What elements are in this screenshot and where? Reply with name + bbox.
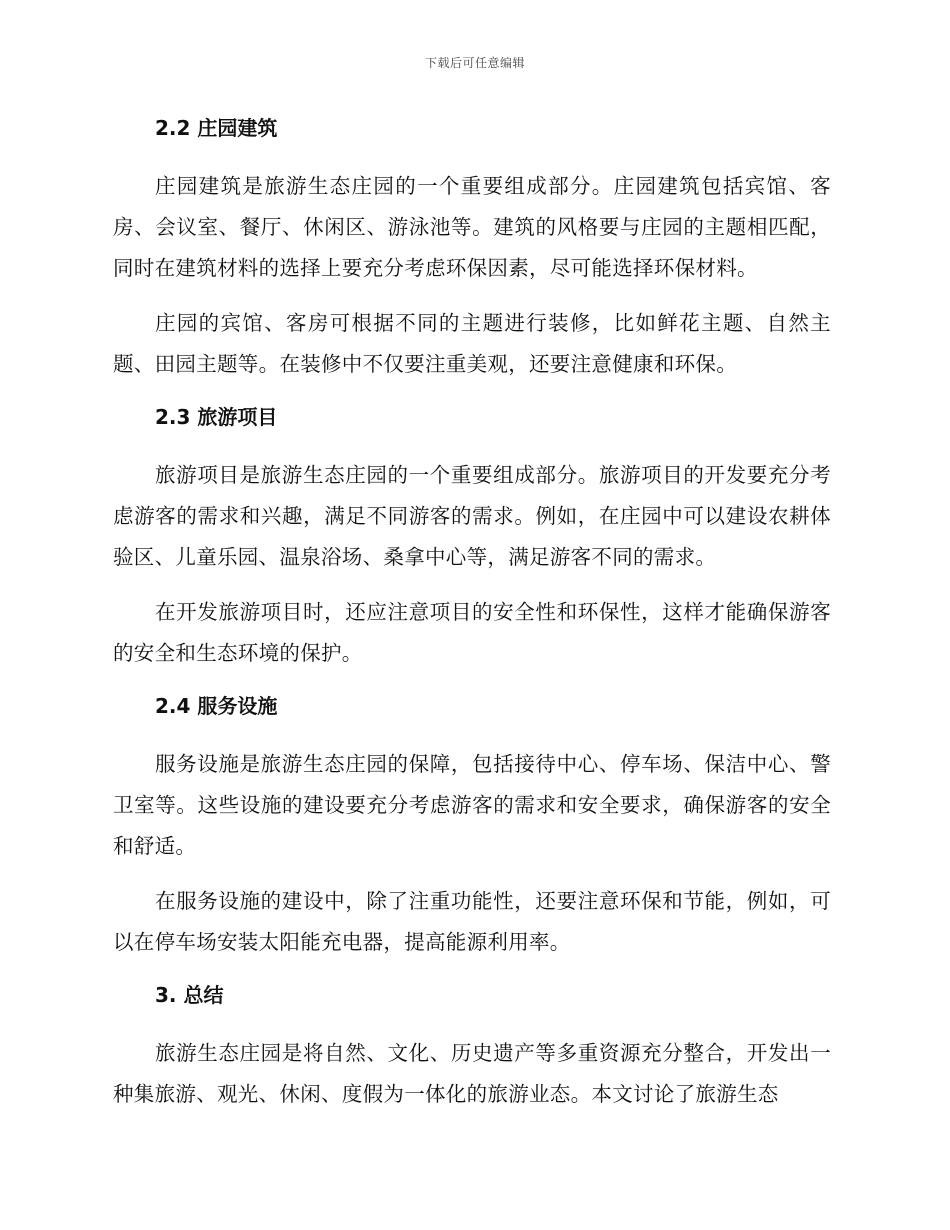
page-header: 下载后可任意编辑 — [424, 56, 525, 70]
section-heading-2-2: 2.2 庄园建筑 — [155, 116, 278, 140]
paragraph: 庄园的宾馆、客房可根据不同的主题进行装修，比如鲜花主题、自然主题、田园主题等。在装修中不仅要注重美观，还要注意健康和环保。 — [113, 311, 831, 376]
section-heading-2-4: 2.4 服务设施 — [155, 694, 278, 718]
paragraph: 旅游项目是旅游生态庄园的一个重要组成部分。旅游项目的开发要充分考虑游客的需求和兴趣，满足不同游客的需求。例如，在庄园中可以建设农耕体验区、儿童乐园、温泉浴场、桑拿中心等，满足游客不同的需求。 — [113, 463, 831, 569]
paragraph: 在开发旅游项目时，还应注意项目的安全性和环保性，这样才能确保游客的安全和生态环境的保护。 — [113, 600, 831, 665]
document-body — [113, 110, 831, 1115]
paragraph: 旅游生态庄园是将自然、文化、历史遗产等多重资源充分整合，开发出一种集旅游、观光、休闲、度假为一体化的旅游业态。本文讨论了旅游生态 — [113, 1041, 831, 1106]
section-heading-2-3: 2.3 旅游项目 — [155, 405, 278, 429]
paragraph: 服务设施是旅游生态庄园的保障，包括接待中心、停车场、保洁中心、警卫室等。这些设施的建设要充分考虑游客的需求和安全要求，确保游客的安全和舒适。 — [113, 752, 831, 858]
paragraph: 庄园建筑是旅游生态庄园的一个重要组成部分。庄园建筑包括宾馆、客房、会议室、餐厅、休闲区、游泳池等。建筑的风格要与庄园的主题相匹配，同时在建筑材料的选择上要充分考虑环保因素，尽可能选择环保材料。 — [113, 174, 831, 280]
section-heading-3: 3. 总结 — [155, 983, 224, 1007]
paragraph: 在服务设施的建设中，除了注重功能性，还要注意环保和节能，例如，可以在停车场安装太阳能充电器，提高能源利用率。 — [113, 889, 831, 954]
